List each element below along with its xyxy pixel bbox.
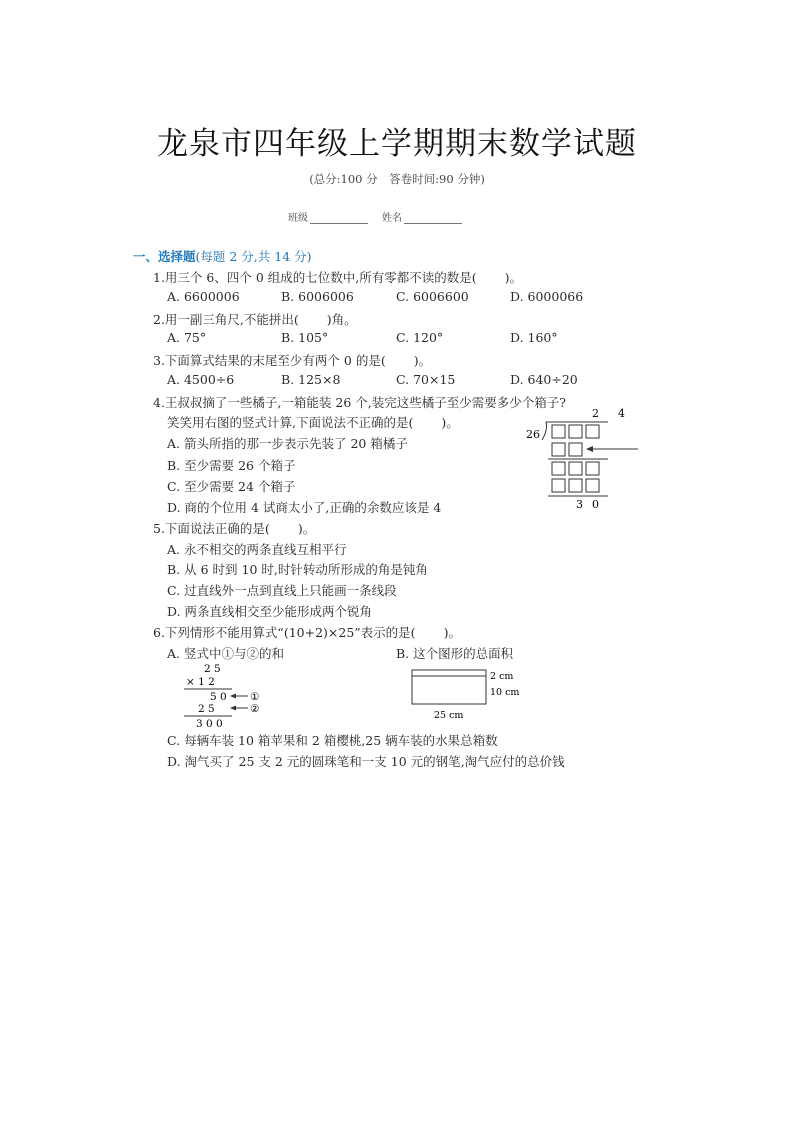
remainder-digit-3: 3 (576, 498, 583, 511)
option-1a: A. 6600006 (167, 289, 240, 304)
option-4c: C. 至少需要 24 个箱子 (167, 479, 296, 494)
question-1-end: )。 (504, 270, 522, 285)
divisor-text: 26 (526, 428, 540, 441)
section-heading: 一、选择题 (133, 249, 196, 264)
option-6c: C. 每辆车装 10 箱苹果和 2 箱樱桃,25 辆车装的水果总箱数 (167, 733, 498, 748)
option-1d: D. 6000066 (510, 289, 584, 304)
question-1 (153, 268, 522, 286)
question-3-end: )。 (413, 353, 432, 368)
name-label: 姓名 (382, 213, 402, 224)
height-label-2cm: 2 cm (490, 671, 514, 682)
option-5c: C. 过直线外一点到直线上只能画一条线段 (167, 583, 397, 598)
remainder-digit-0: 0 (592, 498, 599, 511)
question-6 (153, 623, 461, 641)
option-2b: B. 105° (281, 330, 329, 345)
question-4-end: )。 (441, 415, 459, 430)
rectangle-area-figure (408, 666, 528, 724)
option-6d: D. 淘气买了 25 支 2 元的圆珠笔和一支 10 元的钢笔,淘气应付的总价钱 (167, 754, 565, 769)
mult-row-5: 3 0 0 (196, 718, 223, 730)
question-4: 4.王叔叔摘了一些橘子,一箱能装 26 个,装完这些橘子至少需要多少个箱子? (153, 395, 566, 410)
mult-row-3: 5 0 (210, 691, 227, 703)
mult-row-2: × 1 2 (186, 676, 215, 688)
height-label-10cm: 10 cm (490, 687, 520, 698)
class-field (288, 209, 368, 224)
option-3a: A. 4500÷6 (167, 372, 235, 387)
option-4b: B. 至少需要 26 个箱子 (167, 458, 296, 473)
question-2 (153, 310, 357, 328)
question-6-text: 6.下列情形不能用算式“(10+2)×25”表示的是( (153, 625, 416, 640)
question-4-line2 (167, 413, 459, 431)
mult-row-1: 2 5 (204, 663, 221, 675)
option-2d: D. 160° (510, 330, 558, 345)
option-6b: B. 这个图形的总面积 (396, 646, 514, 661)
quotient-digit-2: 2 (592, 408, 599, 420)
question-5-text: 5.下面说法正确的是( (153, 521, 270, 536)
section-header (133, 247, 312, 265)
long-division-figure (520, 408, 660, 512)
question-2-end: )角。 (326, 312, 357, 327)
outer-rectangle (412, 670, 486, 704)
mult-arrow-2-head (230, 706, 236, 711)
option-3b: B. 125×8 (281, 372, 341, 387)
class-label: 班级 (288, 213, 308, 224)
name-field (382, 209, 462, 224)
quotient-digit-4: 4 (618, 408, 625, 420)
mult-row-4: 2 5 (198, 703, 215, 715)
question-5-end: )。 (297, 521, 316, 536)
option-4d: D. 商的个位用 4 试商太小了,正确的余数应该是 4 (167, 500, 442, 515)
option-1b: B. 6006006 (281, 289, 354, 304)
option-4a: A. 箭头所指的那一步表示先装了 20 箱橘子 (167, 436, 408, 451)
option-1c: C. 6006600 (396, 289, 469, 304)
width-label-25cm: 25 cm (434, 710, 464, 721)
option-5a: A. 永不相交的两条直线互相平行 (167, 542, 347, 557)
exam-info: (总分:100 分 答卷时间:90 分钟) (309, 172, 485, 186)
option-6a: A. 竖式中①与②的和 (167, 646, 284, 661)
arrow-head (586, 446, 593, 452)
page-title: 龙泉市四年级上学期期末数学试题 (157, 126, 637, 162)
question-2-text: 2.用一副三角尺,不能拼出( (153, 312, 299, 327)
mult-mark-1: ① (250, 691, 260, 703)
multiplication-figure (180, 662, 280, 730)
class-blank[interactable] (310, 213, 368, 224)
question-3 (153, 351, 431, 369)
question-1-text: 1.用三个 6、四个 0 组成的七位数中,所有零都不读的数是( (153, 270, 477, 285)
option-5d: D. 两条直线相交至少能形成两个锐角 (167, 604, 373, 619)
mult-arrow-1-head (230, 694, 236, 699)
section-note: (每题 2 分,共 14 分) (195, 249, 312, 264)
question-4-text: 笑笑用右图的竖式计算,下面说法不正确的是( (167, 415, 414, 430)
question-3-text: 3.下面算式结果的末尾至少有两个 0 的是( (153, 353, 386, 368)
name-blank[interactable] (404, 213, 462, 224)
question-5 (153, 519, 315, 537)
option-2a: A. 75° (167, 330, 207, 345)
question-6-end: )。 (443, 625, 461, 640)
option-3d: D. 640÷20 (510, 372, 578, 387)
option-5b: B. 从 6 时到 10 时,时针转动所形成的角是钝角 (167, 562, 428, 577)
option-3c: C. 70×15 (396, 372, 456, 387)
option-2c: C. 120° (396, 330, 444, 345)
mult-mark-2: ② (250, 703, 260, 715)
